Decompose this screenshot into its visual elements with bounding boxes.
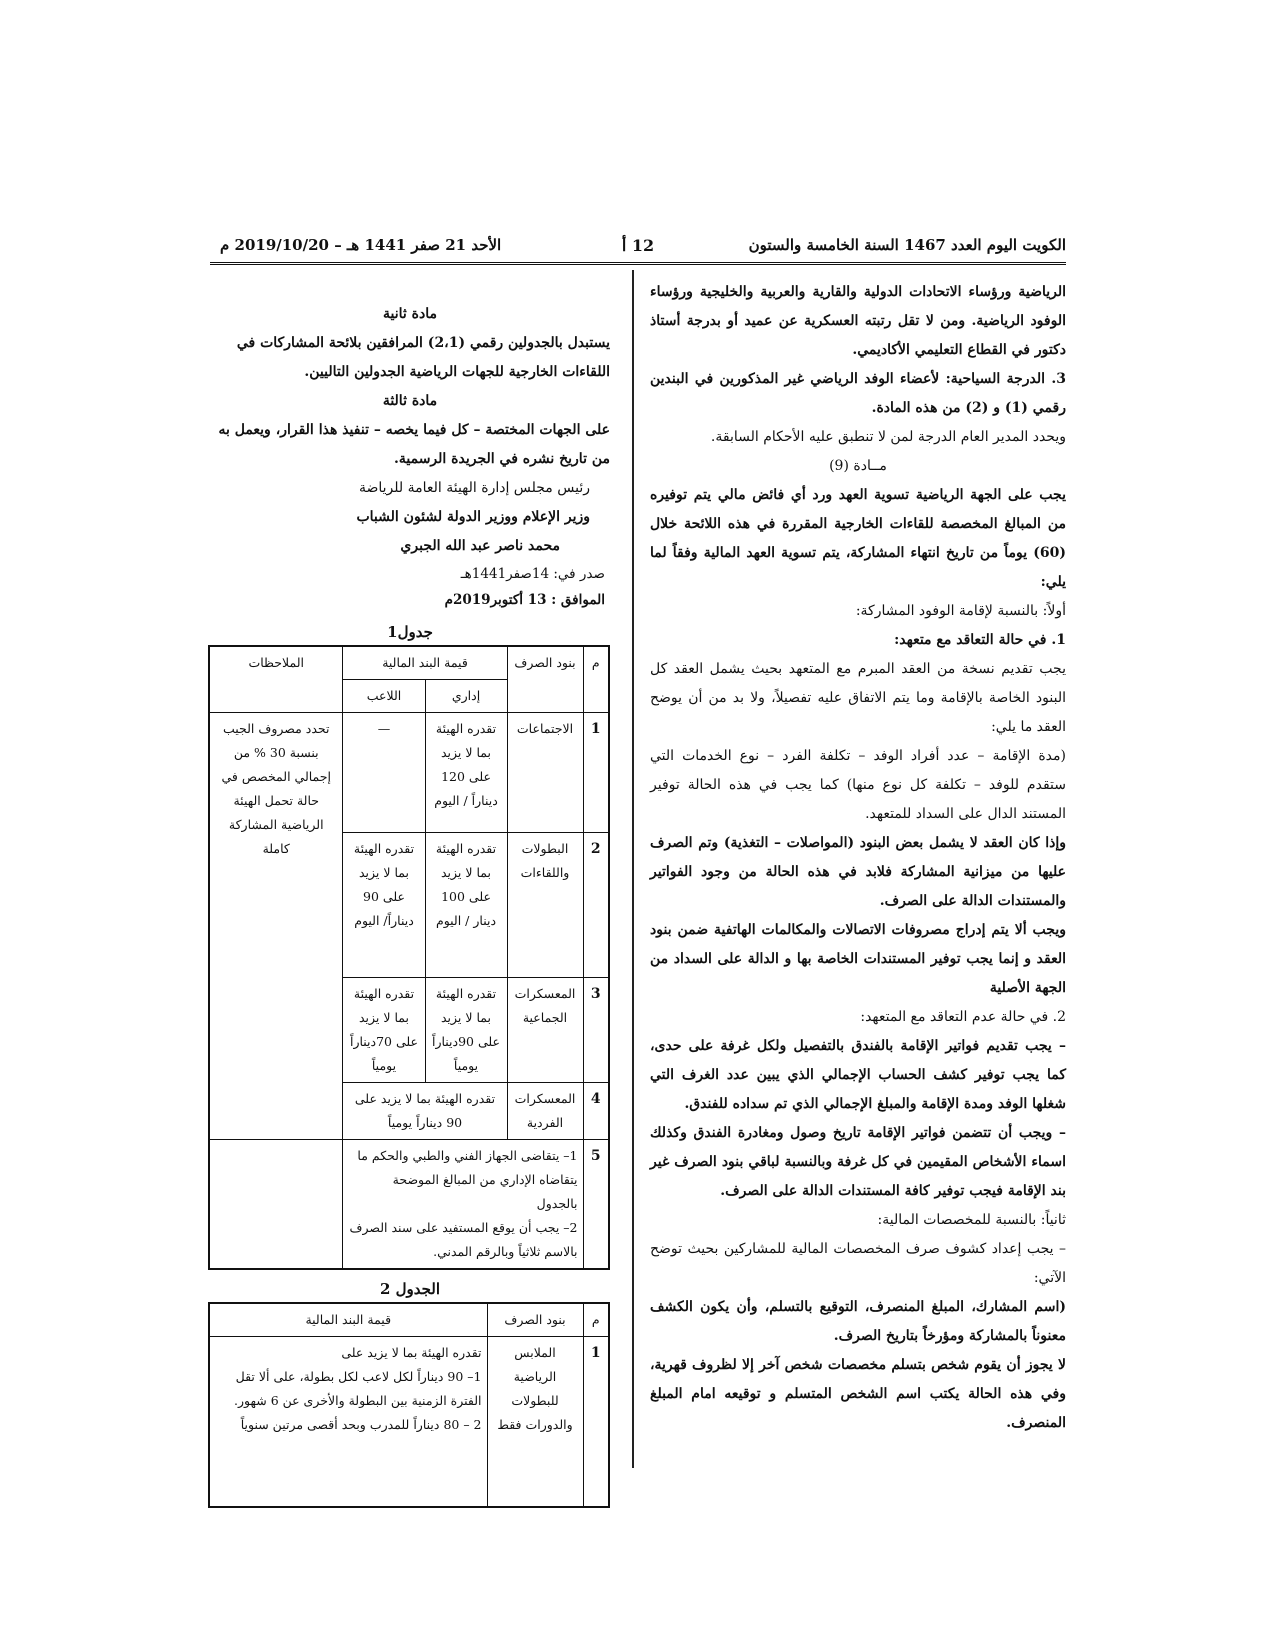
article-9-title: مــادة (9) (829, 458, 887, 474)
value-line: 2 – 80 ديناراً للمدرب وبحد أقصى مرتين سنوياً (240, 1417, 482, 1432)
footnote-line: 2– يجب أن يوقع المستفيد على سند الصرف بالاسم ثلاثياً وبالرقم المدني. (349, 1220, 578, 1259)
paragraph: وإذا كان العقد لا يشمل بعض البنود (المواصلات – التغذية) وتم الصرف عليها من ميزانية المشاركة فلابد في هذه الحالة من وجود الفواتير والمستندات الدالة على الصرف. (650, 835, 1066, 909)
article-2-title: مادة ثانية (383, 306, 437, 322)
header-number: م (583, 646, 609, 713)
article-2-text: يستبدل بالجدولين رقمي (2،1) المرافقين بلائحة المشاركات في اللقاءات الخارجية للجهات الرياضية الجدولين التاليين. (236, 335, 610, 380)
signatory-title: رئيس مجلس إدارة الهيئة العامة للرياضة (358, 480, 590, 496)
header-number: م (583, 1303, 609, 1337)
row-notes: تحدد مصروف الجيب بنسبة 30 % من إجمالي المخصص في حالة تحمل الهيئة الرياضية المشاركة كاملة (209, 713, 343, 1140)
column-divider (632, 270, 634, 1468)
subheading: ثانياً: بالنسبة للمخصصات المالية: (877, 1212, 1066, 1228)
table-1-caption: جدول1 (387, 623, 433, 641)
paragraph: – ويجب أن تتضمن فواتير الإقامة تاريخ وصول ومغادرة الفندق وكذلك اسماء الأشخاص المقيمين في كل غرفة وبالنسبة لباقي بنود الصرف غير بند الإقامة فيجب توفير كافة المستندات الدالة على الصرف. (650, 1125, 1066, 1199)
table-row (209, 1140, 609, 1270)
issue-hijri-date: صدر في: 14صفر1441هـ (460, 566, 605, 582)
row-player-value: تقدره الهيئة بما لا يزيد على 70ديناراً يومياً (343, 978, 425, 1083)
paragraph: ويحدد المدير العام الدرجة لمن لا تنطبق عليه الأحكام السابقة. (710, 429, 1066, 445)
table-row (209, 1337, 609, 1507)
row-admin-value: تقدره الهيئة بما لا يزيد على 100 دينار / اليوم (425, 833, 507, 978)
issue-date: الأحد 21 صفر 1441 هـ – 2019/10/20 م (220, 236, 502, 254)
right-column (650, 278, 1066, 1438)
table-2-caption: الجدول 2 (379, 1280, 441, 1298)
paragraph: أولاً: بالنسبة لإقامة الوفود المشاركة: (855, 603, 1066, 619)
paragraph: لا يجوز أن يقوم شخص بتسلم مخصصات شخص آخر إلا لظروف قهرية، وفي هذه الحالة يكتب اسم الشخص المتسلم و توقيعه امام المبلغ المنصرف. (650, 1357, 1066, 1431)
header-value: قيمة البند المالية (343, 646, 507, 680)
row-admin-value: تقدره الهيئة بما لا يزيد على 90ديناراً يومياً (425, 978, 507, 1083)
paragraph: (اسم المشارك، المبلغ المنصرف، التوقيع بالتسلم، وأن يكون الكشف معنوناً بالمشاركة ومؤرخاً بتاريخ الصرف. (650, 1299, 1066, 1344)
row-item: الاجتماعات (507, 713, 583, 833)
signatory-name: محمد ناصر عبد الله الجبري (400, 538, 560, 554)
header-value: قيمة البند المالية (209, 1303, 487, 1337)
article-3-title: مادة ثالثة (382, 393, 438, 409)
table-header-row (209, 1303, 609, 1337)
paragraph: ويجب ألا يتم إدراج مصروفات الاتصالات والمكالمات الهاتفية ضمن بنود العقد و إنما يجب توفير المستندات الخاصة بها و الدالة على السداد من الجهة الأصلية (650, 922, 1067, 996)
issue-gregorian-date: الموافق : 13 أكتوبر2019م (444, 592, 605, 608)
row-empty-cell (209, 1140, 343, 1270)
subheading: 1. في حالة التعاقد مع متعهد: (894, 632, 1066, 648)
table-2 (208, 1302, 610, 1508)
row-number: 4 (583, 1083, 609, 1140)
table-row (209, 713, 609, 833)
paragraph: الرياضية ورؤساء الاتحادات الدولية والقارية والعربية والخليجية ورؤساء الوفود الرياضية. ومن لا تقل رتبته العسكرية عن عميد أو بدرجة أستاذ دكتور في القطاع التعليمي الأكاديمي. (650, 284, 1066, 358)
header-player: اللاعب (343, 680, 425, 713)
row-value (209, 1337, 487, 1507)
paragraph: يجب تقديم نسخة من العقد المبرم مع المتعهد بحيث يشمل العقد كل البنود الخاصة بالإقامة وما يتم الاتفاق عليه تفصيلاً، ولا بد من أن يوضح العقد ما يلي: (650, 661, 1066, 735)
value-intro: تقدره الهيئة بما لا يزيد على (341, 1345, 482, 1360)
header-item: بنود الصرف (487, 1303, 583, 1337)
row-item: البطولات واللقاءات (507, 833, 583, 978)
article-3-text: على الجهات المختصة – كل فيما يخصه – تنفيذ هذا القرار، ويعمل به من تاريخ نشره في الجريدة الرسمية. (218, 422, 610, 467)
row-number: 2 (583, 833, 609, 978)
page-number: 12 أ (621, 236, 655, 255)
value-line: 1– 90 ديناراً لكل لاعب لكل بطولة، على ألا تقل الفترة الزمنية بين البطولة والأخرى عن 6 شهور. (234, 1369, 482, 1408)
row-number: 3 (583, 978, 609, 1083)
row-number: 1 (583, 713, 609, 833)
gazette-issue: الكويت اليوم العدد 1467 السنة الخامسة والستون (748, 236, 1066, 254)
header-notes: الملاحظات (209, 646, 343, 713)
row-number: 5 (583, 1140, 609, 1270)
left-column (210, 300, 610, 1508)
row-value: تقدره الهيئة بما لا يزيد على 90 ديناراً يومياً (343, 1083, 507, 1140)
header-item: بنود الصرف (507, 646, 583, 713)
page-header (210, 232, 1066, 265)
signatory-position: وزير الإعلام ووزير الدولة لشئون الشباب (356, 509, 590, 525)
row-number: 1 (583, 1337, 609, 1507)
row-footnote (343, 1140, 583, 1270)
paragraph: – يجب تقديم فواتير الإقامة بالفندق بالتفصيل ولكل غرفة على حدى، كما يجب توفير كشف الحساب الإجمالي الذي يبين عدد الغرف التي شغلها الوفد ومدة الإقامة والمبلغ الإجمالي الذي تم سداده للفندق. (650, 1038, 1066, 1112)
footnote-line: 1– يتقاضى الجهاز الفني والطبي والحكم ما يتقاضاه الإداري من المبالغ الموضحة بالجدول (357, 1148, 578, 1211)
paragraph: – يجب إعداد كشوف صرف المخصصات المالية للمشاركين بحيث توضح الآتي: (650, 1241, 1066, 1286)
row-item: الملابس الرياضية للبطولات والدورات فقط (487, 1337, 583, 1507)
row-player-value: — (343, 713, 425, 833)
row-admin-value: تقدره الهيئة بما لا يزيد على 120 ديناراً / اليوم (425, 713, 507, 833)
row-player-value: تقدره الهيئة بما لا يزيد على 90 ديناراً/ اليوم (343, 833, 425, 978)
table-1 (208, 645, 610, 1270)
paragraph: يجب على الجهة الرياضية تسوية العهد ورد أي فائض مالي يتم توفيره من المبالغ المخصصة للقاءات الخارجية المقررة في هذه اللائحة خلال (60) يوماً من تاريخ انتهاء المشاركة، يتم تسوية العهد المالية وفقاً لما يلي: (650, 487, 1066, 590)
paragraph: 3. الدرجة السياحية: لأعضاء الوفد الرياضي غير المذكورين في البندين رقمي (1) و (2) من هذه المادة. (650, 371, 1066, 416)
table-header-row (209, 646, 609, 680)
paragraph: (مدة الإقامة – عدد أفراد الوفد – تكلفة الفرد – نوع الخدمات التي ستقدم للوفد – تكلفة كل نوع منها) كما يجب في هذه الحالة توفير المستند الدال على السداد للمتعهد. (650, 748, 1066, 822)
header-admin: إداري (425, 680, 507, 713)
row-item: المعسكرات الجماعية (507, 978, 583, 1083)
subheading: 2. في حالة عدم التعاقد مع المتعهد: (860, 1009, 1066, 1025)
row-item: المعسكرات الفردية (507, 1083, 583, 1140)
